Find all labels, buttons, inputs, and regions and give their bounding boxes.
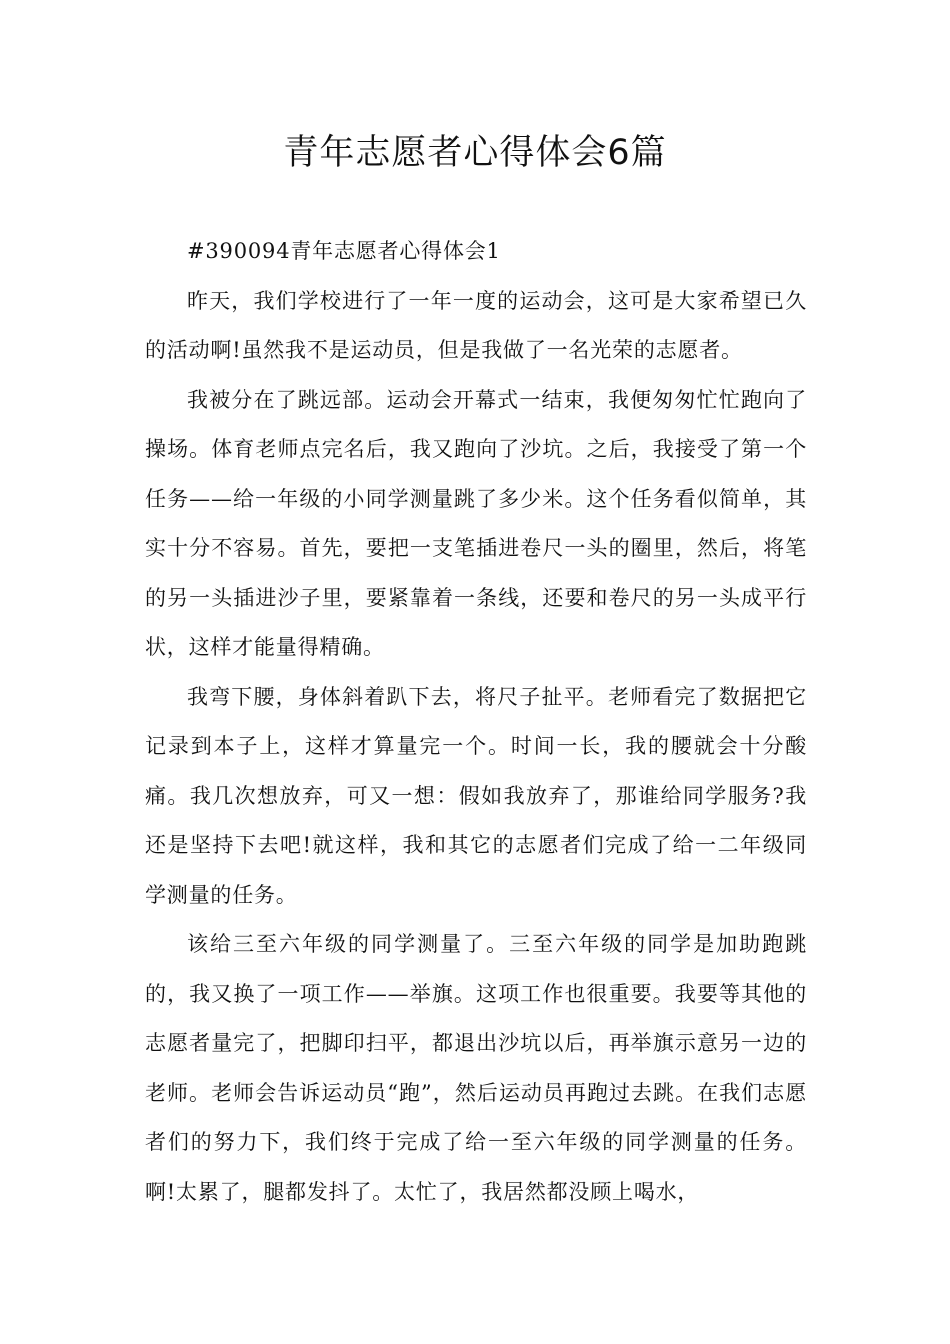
section-heading: #390094青年志愿者心得体会1 <box>187 239 501 263</box>
paragraph-1: 昨天，我们学校进行了一年一度的运动会，这可是大家希望已久的活动啊!虽然我不是运动员，但是我做了一名光荣的志愿者。 <box>145 288 807 362</box>
paragraph-2: 我被分在了跳远部。运动会开幕式一结束，我便匆匆忙忙跑向了操场。体育老师点完名后，我又跑向了沙坑。之后，我接受了第一个任务——给一年级的小同学测量跳了多少米。这个任务看似简单，其实十分不容易。首先，要把一支笔插进卷尺一头的圈里，然后，将笔的另一头插进沙子里，要紧靠着一条线，还要和卷尺的另一头成平行状，这样才能量得精确。 <box>145 387 807 659</box>
document-title: 青年志愿者心得体会6篇 <box>283 133 667 173</box>
document-body <box>145 227 807 1217</box>
paragraph-4: 该给三至六年级的同学测量了。三至六年级的同学是加助跑跳的，我又换了一项工作——举旗。这项工作也很重要。我要等其他的志愿者量完了，把脚印扫平，都退出沙坑以后，再举旗示意另一边的老师。老师会告诉运动员“跑”，然后运动员再跑过去跳。在我们志愿者们的努力下，我们终于完成了给一至六年级的同学测量的任务。啊!太累了，腿都发抖了。太忙了，我居然都没顾上喝水， <box>145 932 807 1204</box>
paragraph-3: 我弯下腰，身体斜着趴下去，将尺子扯平。老师看完了数据把它记录到本子上，这样才算量完一个。时间一长，我的腰就会十分酸痛。我几次想放弃，可又一想：假如我放弃了，那谁给同学服务?我还是坚持下去吧!就这样，我和其它的志愿者们完成了给一二年级同学测量的任务。 <box>145 684 807 907</box>
